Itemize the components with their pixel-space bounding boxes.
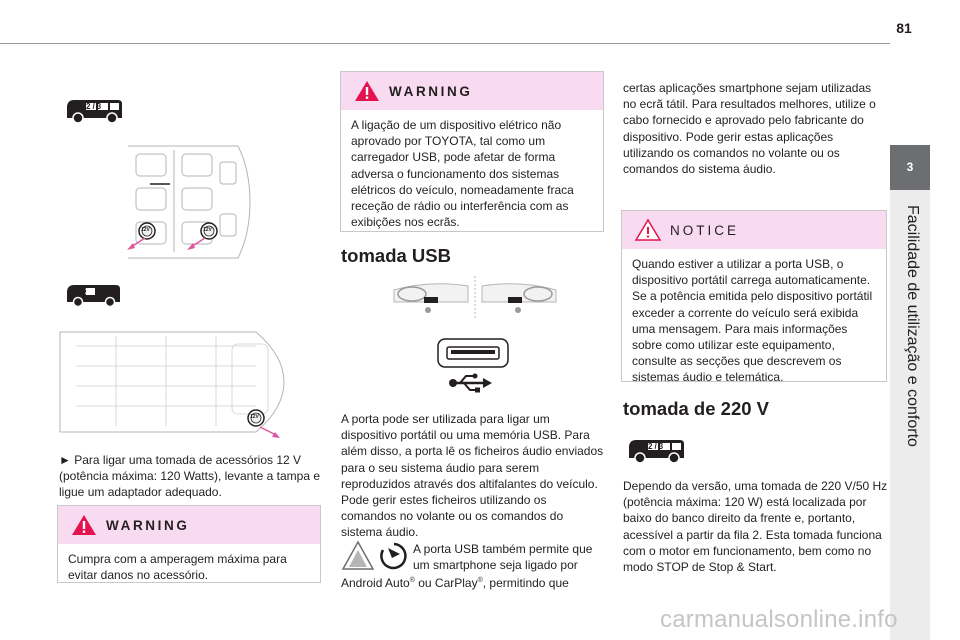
- watermark: carmanualsonline.info: [660, 606, 898, 633]
- callout-arrow-icon: [125, 232, 215, 257]
- notice-title: NOTICE: [670, 223, 740, 238]
- section-title-220v: tomada de 220 V: [623, 398, 770, 419]
- carplay-icon: [378, 540, 410, 577]
- usb-symbol-icon: [448, 372, 492, 399]
- warning-text: A ligação de um dispositivo elétrico não aprovado por TOYOTA, tal como um carregador USB, pode afetar de forma adversa o funcionamento dos sistemas elétricos do veículo, nomeadamente fraca receção de rádio ou interferência com as exibições nos ecrãs.: [351, 118, 574, 230]
- carplay-line-3: [341, 573, 611, 591]
- chapter-title: Facilidade de utilização e conforto: [904, 205, 921, 447]
- warning-header: [341, 72, 603, 110]
- dashboard-right-hand-drive-icon: [478, 280, 560, 321]
- van-badge-top: 2/3: [86, 102, 104, 111]
- warning-triangle-icon: [353, 79, 381, 103]
- notice-text: Quando estiver a utilizar a porta USB, o dispositivo portátil carrega automaticamente. Se a potência emitida pelo dispositivo portátil exceder a corrente do veículo será exibida uma mensagem. Para mais informações sobre como utilizar este equipamento, consulte as secções que descrevem os sistemas áudio e telemática.: [632, 257, 873, 385]
- notice-box-usb: [621, 210, 887, 385]
- chapter-number-tab[interactable]: 3: [890, 145, 930, 190]
- bullet-marker: ►: [59, 453, 71, 467]
- dashboard-left-hand-drive-icon: [390, 280, 472, 321]
- warning-box-toyota: [340, 71, 604, 232]
- warning-text: Cumpra com a amperagem máxima para evitar danos no acessório.: [68, 552, 287, 583]
- warning-title: WARNING: [389, 84, 473, 99]
- section-title-usb: tomada USB: [341, 245, 451, 266]
- smartphone-paragraph: certas aplicações smartphone sejam utilizadas no ecrã tátil. Para resultados melhores, utilize o cabo fornecido e aprovado pelo fabricante do dispositivo. Pode gerir estas aplicações utilizando os comandos no volante ou os comandos do sistema áudio.: [623, 81, 876, 177]
- registered-mark: ®: [409, 577, 415, 584]
- notice-triangle-icon: [634, 218, 662, 242]
- warning-triangle-icon: [70, 513, 98, 537]
- instruction-paragraph: [59, 452, 321, 501]
- socket-12v-label: 12V: [250, 414, 259, 420]
- warning-header: [58, 506, 320, 544]
- van-icon-bottom: [64, 282, 124, 313]
- android-auto-icon: [341, 540, 375, 577]
- registered-mark: ®: [477, 577, 483, 584]
- usb-paragraph: A porta pode ser utilizada para ligar um dispositivo portátil ou uma memória USB. Para além disso, a porta lê os ficheiros áudio enviados para o seu sistema áudio para serem reproduzidos através dos altifalantes do veículo. Pode gerir estes ficheiros utilizando os comandos no volante ou os comandos do sistema áudio.: [341, 412, 604, 540]
- instruction-text: Para ligar uma tomada de acessórios 12 V (potência máxima: 120 Watts), levante a tampa e ligue um adaptador adequado.: [59, 453, 321, 500]
- callout-arrow-icon: [256, 424, 282, 445]
- carplay-label: ou CarPlay: [414, 576, 478, 590]
- socket-12v-label: 12V: [141, 227, 150, 233]
- socket-12v-label: 12V: [203, 227, 212, 233]
- van-badge-bottom: 2: [85, 287, 90, 296]
- carplay-tail: , permitindo que: [482, 576, 569, 590]
- usb-port-icon: [437, 338, 509, 373]
- socket220-paragraph: Dependo da versão, uma tomada de 220 V/50 Hz (potência máxima: 120 W) está localizada por baixo do banco direito da frente e, portanto, acessível a partir da fila 2. Esta tomada funciona com o motor em funcionamento, bem como no modo STOP de Stop & Start.: [623, 479, 888, 575]
- android-auto-label: Android Auto: [341, 576, 410, 590]
- carplay-line-1: A porta USB também permite que: [413, 542, 593, 556]
- van-badge-220v: 2/3: [648, 442, 666, 451]
- warning-title: WARNING: [106, 518, 190, 533]
- divider-line: [474, 276, 476, 325]
- header-rule: [0, 43, 890, 44]
- warning-box-amperage: [57, 505, 321, 583]
- page-number: 81: [896, 20, 912, 36]
- notice-header: [622, 211, 886, 249]
- carplay-line-2: um smartphone seja ligado por: [413, 558, 578, 572]
